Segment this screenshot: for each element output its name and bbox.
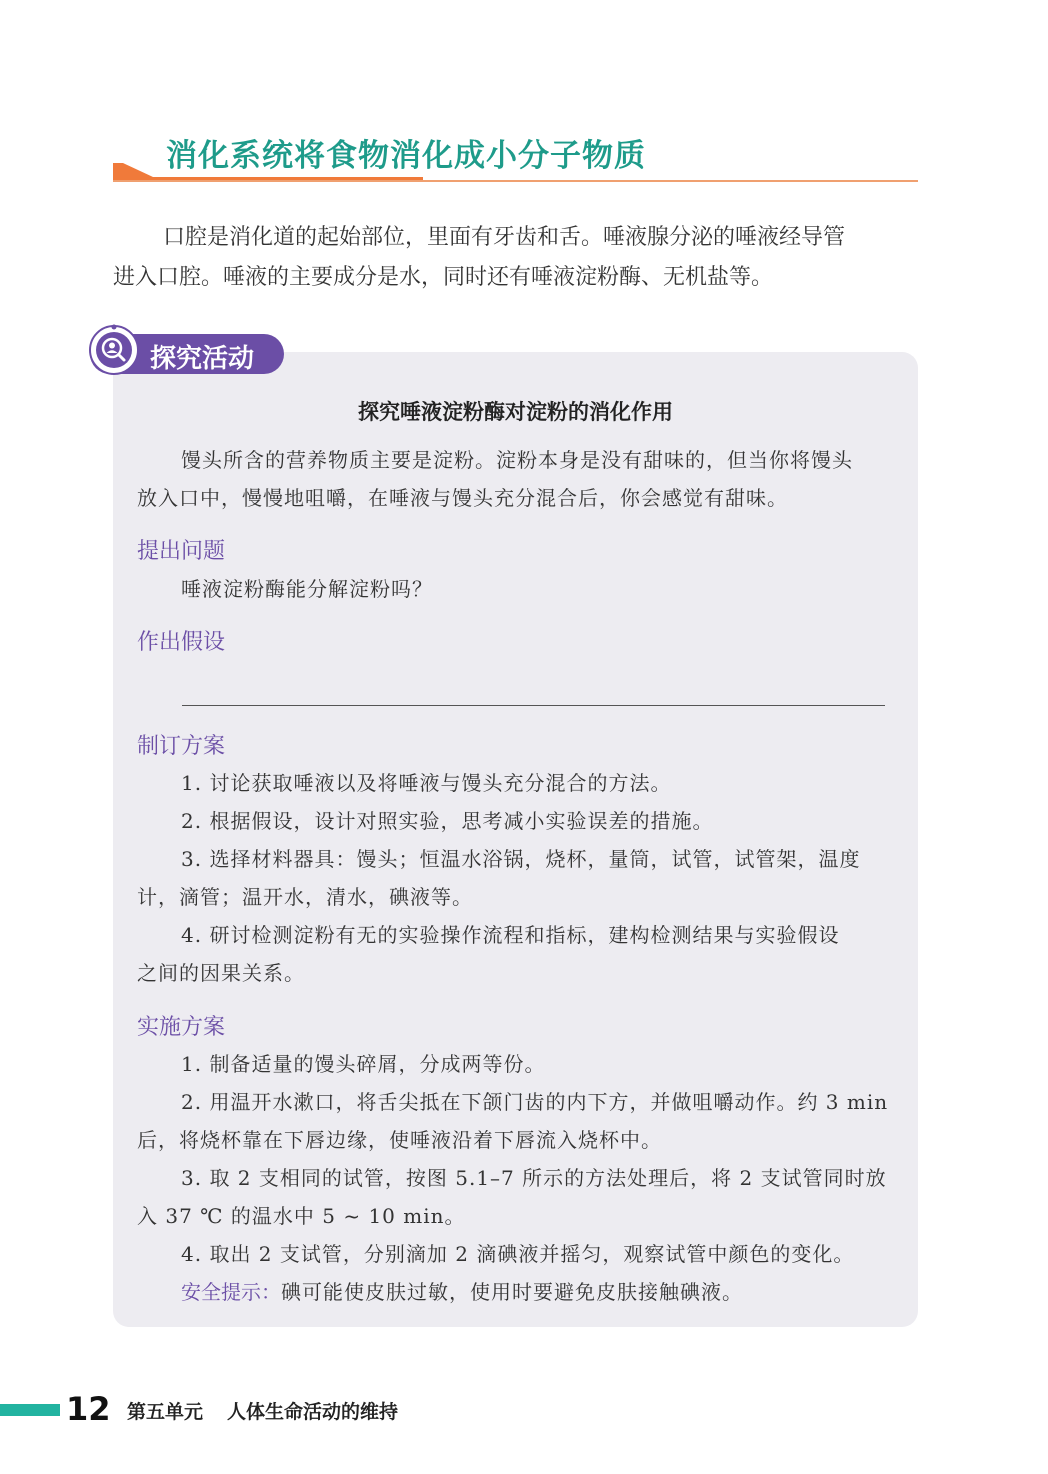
plan-item: 之间的因果关系。	[137, 961, 305, 985]
question-text: 唾液淀粉酶能分解淀粉吗？	[181, 577, 433, 601]
implement-item: 3. 取 2 支相同的试管，按图 5.1–7 所示的方法处理后，将 2 支试管同时放	[181, 1166, 887, 1190]
safety-text: 碘可能使皮肤过敏，使用时要避免皮肤接触碘液。	[281, 1280, 743, 1304]
section-divider	[113, 180, 918, 182]
hypothesis-answer-line	[182, 705, 885, 706]
hypothesis-heading: 作出假设	[137, 630, 226, 655]
activity-lead-line: 馒头所含的营养物质主要是淀粉。淀粉本身是没有甜味的，但当你将馒头	[181, 448, 853, 472]
section-title: 消化系统将食物消化成小分子物质	[166, 138, 646, 174]
implement-item: 2. 用温开水漱口，将舌尖抵在下颌门齿的内下方，并做咀嚼动作。约 3 min	[181, 1090, 889, 1114]
activity-badge-label: 探究活动	[150, 344, 255, 374]
footer-unit: 第五单元	[127, 1401, 204, 1423]
plan-item: 2. 根据假设，设计对照实验，思考减小实验误差的措施。	[181, 809, 714, 833]
plan-item: 3. 选择材料器具：馒头；恒温水浴锅，烧杯，量筒，试管，试管架，温度	[181, 847, 861, 871]
page-number: 12	[66, 1390, 111, 1428]
safety-note	[137, 1273, 897, 1311]
implement-item: 入 37 ℃ 的温水中 5 ~ 10 min。	[137, 1204, 466, 1228]
plan-heading: 制订方案	[137, 734, 226, 759]
plan-item: 计，滴管；温开水，清水，碘液等。	[137, 885, 473, 909]
question-heading: 提出问题	[137, 539, 226, 564]
implement-heading: 实施方案	[137, 1015, 226, 1040]
plan-item: 1. 讨论获取唾液以及将唾液与馒头充分混合的方法。	[181, 771, 672, 795]
intro-line: 进入口腔。唾液的主要成分是水，同时还有唾液淀粉酶、无机盐等。	[113, 265, 774, 290]
safety-label: 安全提示：	[181, 1280, 281, 1304]
plan-item: 4. 研讨检测淀粉有无的实验操作流程和指标，建构检测结果与实验假设	[181, 923, 840, 947]
implement-item: 1. 制备适量的馒头碎屑，分成两等份。	[181, 1052, 546, 1076]
activity-title: 探究唾液淀粉酶对淀粉的消化作用	[358, 400, 673, 424]
intro-line: 口腔是消化道的起始部位，里面有牙齿和舌。唾液腺分泌的唾液经导管	[163, 225, 846, 250]
magnifier-person-icon	[88, 324, 140, 376]
activity-lead-line: 放入口中，慢慢地咀嚼，在唾液与馒头充分混合后，你会感觉有甜味。	[137, 486, 788, 510]
footer-chapter: 人体生命活动的维持	[227, 1401, 399, 1423]
footer-accent-bar	[0, 1404, 60, 1416]
implement-item: 后，将烧杯靠在下唇边缘，使唾液沿着下唇流入烧杯中。	[137, 1128, 662, 1152]
implement-item: 4. 取出 2 支试管，分别滴加 2 滴碘液并摇匀，观察试管中颜色的变化。	[181, 1242, 855, 1266]
